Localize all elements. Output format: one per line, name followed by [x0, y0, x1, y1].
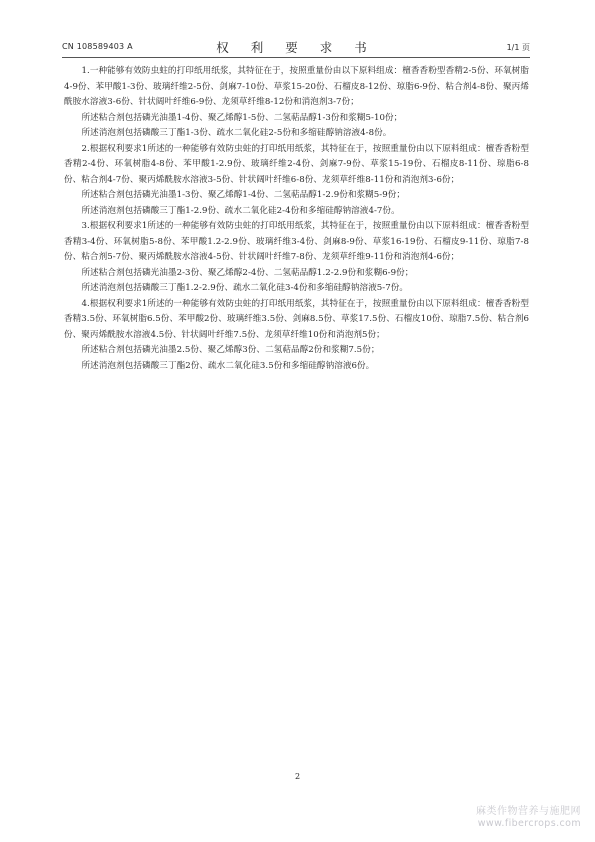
page-info: 1/1 页: [506, 43, 530, 52]
claim-4-paragraph: 4.根据权利要求1所述的一种能够有效防虫蛀的打印纸用纸浆，其特征在于，按照重量份由以下原料组成：檀香香粉型香精3.5份、环氧树脂6.5份、苯甲酸2份、玻璃纤维3.5份、剑麻8.5份、草浆17.5份、石榴皮10份、琼脂7.5份、粘合剂6份、聚丙烯酰胺水溶液4.5份、针状阔叶纤维7.5份、龙须草纤维10份和消泡剂5份；: [64, 298, 529, 340]
claim-1-paragraph: 1.一种能够有效防虫蛀的打印纸用纸浆，其特征在于，按照重量份由以下原料组成：檀香香粉型香精2-5份、环氧树脂4-9份、苯甲酸1-3份、玻璃纤维2-5份、剑麻7-10份、草浆15-20份、石榴皮8-12份、琼脂6-9份、粘合剂4-8份、聚丙烯酰胺水溶液3-6份、针状阔叶纤维6-9份、龙须草纤维8-12份和消泡剂3-7份；: [64, 66, 529, 107]
header-divider: [62, 57, 530, 58]
claims-body: [64, 64, 529, 374]
watermark-site-name: 麻类作物营养与施肥网: [476, 806, 581, 817]
claim-4-adhesive-paragraph: 所述粘合剂包括磷光油墨2.5份、聚乙烯醇3份、二氢萜品醇2份和浆糊7.5份；: [81, 345, 380, 355]
claim-4-defoamer-paragraph: 所述消泡剂包括磷酸三丁酯2份、疏水二氧化硅3.5份和多缩硅醇钠溶液6份。: [81, 360, 375, 371]
watermark: [476, 806, 581, 830]
claim-3-paragraph: 3.根据权利要求1所述的一种能够有效防虫蛀的打印纸用纸浆，其特征在于，按照重量份由以下原料组成：檀香香粉型香精3-4份、环氧树脂5-8份、苯甲酸1.2-2.9份、玻璃纤维3-4份、剑麻8-9份、草浆16-19份、石榴皮9-11份、琼脂7-8份、粘合剂5-7份、聚丙烯酰胺水溶液4-5份、针状阔叶纤维7-8份、龙须草纤维9-11份和消泡剂4-6份；: [64, 221, 529, 262]
claim-3-adhesive-paragraph: 所述粘合剂包括磷光油墨2-3份、聚乙烯醇2-4份、二氢萜品醇1.2-2.9份和浆糊6-9份；: [81, 267, 414, 278]
page-header: [62, 38, 530, 56]
claim-2-adhesive-paragraph: 所述粘合剂包括磷光油墨1-3份、聚乙烯醇1-4份、二氢萜品醇1-2.9份和浆糊5-9份；: [81, 190, 406, 200]
claim-2-defoamer-paragraph: 所述消泡剂包括磷酸三丁酯1-2.9份、疏水二氧化硅2-4份和多缩硅醇钠溶液4-7份。: [81, 205, 400, 216]
document-title: 权 利 要 求 书: [216, 40, 376, 55]
watermark-url: www.fibercrops.com: [477, 818, 581, 829]
publication-number: CN 108589403 A: [62, 42, 133, 51]
page-number: 2: [294, 772, 301, 781]
claim-1-defoamer-paragraph: 所述消泡剂包括磷酸三丁酯1-3份、疏水二氧化硅2-5份和多缩硅醇钠溶液4-8份。: [81, 128, 392, 138]
claim-3-defoamer-paragraph: 所述消泡剂包括磷酸三丁酯1.2-2.9份、疏水二氧化硅3-4份和多缩硅醇钠溶液5-7份。: [81, 283, 409, 293]
claim-1-adhesive-paragraph: 所述粘合剂包括磷光油墨1-4份、聚乙烯醇1-5份、二氢萜品醇1-3份和浆糊5-10份；: [81, 112, 403, 123]
claim-2-paragraph: 2.根据权利要求1所述的一种能够有效防虫蛀的打印纸用纸浆，其特征在于，按照重量份由以下原料组成：檀香香粉型香精2-4份、环氧树脂4-8份、苯甲酸1-2.9份、玻璃纤维2-4份、剑麻7-9份、草浆15-19份、石榴皮8-11份、琼脂6-8份、粘合剂4-7份、聚丙烯酰胺水溶液3-5份、针状阔叶纤维6-8份、龙须草纤维8-11份和消泡剂3-6份；: [64, 143, 529, 185]
